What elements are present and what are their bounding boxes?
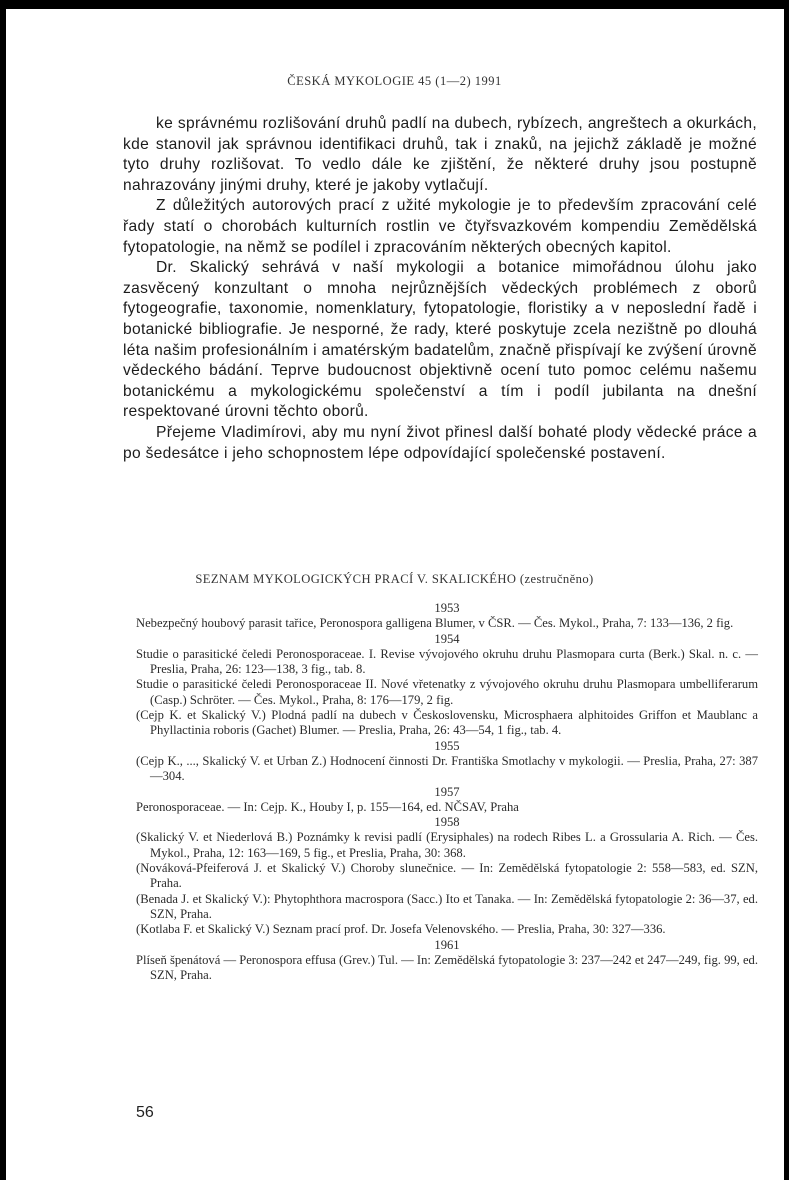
bibliography-entry: Nebezpečný houbový parasit tařice, Peronospora galligena Blumer, v ČSR. — Čes. Mykol., Praha, 7: 133—136, 2 fig. <box>136 616 734 631</box>
bibliography-title: SEZNAM MYKOLOGICKÝCH PRACÍ V. SKALICKÉHO (zestručněno) <box>195 572 594 586</box>
paragraph: ke správnému rozlišování druhů padlí na dubech, rybízech, angreštech a okurkách, kde stanovil jak správnou identifikaci druhů, tak i znaků, na jejichž základě je možné tyto druhy rozlišovat. To vedlo dále ke zjištění, že některé druhy jsou postupně nahrazovány jinými druhy, které je jakoby vytlačují. <box>123 115 757 194</box>
bibliography-entry: (Cejp K. et Skalický V.) Plodná padlí na dubech v Československu, Microsphaera alphitoides Griffon et Maublanc a Phyllactinia roboris (Gachet) Blumer. — Preslia, Praha, 26: 43—54, 1 fig., tab. 4. <box>136 708 758 738</box>
scan-border-top <box>0 0 789 9</box>
bibliography-entry: (Cejp K., ..., Skalický V. et Urban Z.) Hodnocení činnosti Dr. Františka Smotlachy v mykologii. — Preslia, Praha, 27: 387—304. <box>136 753 758 784</box>
bibliography-year: 1953 <box>434 601 460 615</box>
bibliography-entry: Peronosporaceae. — In: Cejp. K., Houby I, p. 155—164, ed. NČSAV, Praha <box>136 799 519 814</box>
bibliography-entry: (Kotlaba F. et Skalický V.) Seznam prací prof. Dr. Josefa Velenovského. — Preslia, Praha, 30: 327—336. <box>136 922 666 937</box>
bibliography-year: 1954 <box>434 631 460 646</box>
bibliography-entry: (Skalický V. et Niederlová B.) Poznámky k revisi padlí (Erysiphales) na rodech Ribes L. a Grossularia A. Rich. — Čes. Mykol., Praha, 12: 163—169, 5 fig., et Preslia, Praha, 30: 368. <box>136 830 758 860</box>
scan-border-right <box>784 0 789 1180</box>
scan-border-left <box>0 0 6 1180</box>
bibliography-year: 1957 <box>434 784 460 799</box>
paragraph: Přejeme Vladimírovi, aby mu nyní život přinesl další bohaté plody vědecké práce a po šedesátce i jeho schopnostem lépe odpovídající společenské postavení. <box>123 423 757 462</box>
bibliography-list <box>136 601 758 983</box>
running-header: ČESKÁ MYKOLOGIE 45 (1—2) 1991 <box>287 74 502 88</box>
page-number: 56 <box>136 1104 154 1121</box>
paragraph: Z důležitých autorových prací z užité mykologie je to především zpracování celé řady statí o chorobách kulturních rostlin ve čtyřsvazkovém kompendiu Zemědělská fytopatologie, na němž se podílel i zpracováním některých obecných kapitol. <box>123 197 757 256</box>
bibliography-year: 1955 <box>434 738 460 753</box>
paragraph: Dr. Skalický sehrává v naší mykologii a botanice mimořádnou úlohu jako zasvěcený konzultant o mnoha nejrůznějších vědeckých problémech z oborů fytogeografie, taxonomie, nomenklatury, fytopatologie, floristiky a v neposlední řadě i botanické bibliografie. Je nesporné, že rady, které poskytuje zcela nezištně po dlouhá léta našim profesionálním i amatérským badatelům, značně přispívají ke zvýšení úrovně vědeckého bádání. Teprve budoucnost objektivně ocení tuto pomoc celému našemu botanickému a mykologickému společenství a tím i podíl jubilanta na dnešní respektované úrovni těchto oborů. <box>123 259 757 421</box>
bibliography-entry: Studie o parasitické čeledi Peronosporaceae II. Nové vřetenatky z vývojového okruhu druhu Plasmopara umbelliferarum (Casp.) Schröter. — Čes. Mykol., Praha, 8: 176—179, 2 fig. <box>136 677 758 707</box>
bibliography-entry: (Nováková-Pfeiferová J. et Skalický V.) Choroby slunečnice. — In: Zemědělská fytopatologie 2: 558—583, ed. SZN, Praha. <box>136 861 758 891</box>
bibliography-year: 1958 <box>434 815 460 830</box>
bibliography-entry: Studie o parasitické čeledi Peronosporaceae. I. Revise vývojového okruhu druhu Plasmopara curta (Berk.) Skal. n. c. — Preslia, Praha, 26: 123—138, 3 fig., tab. 8. <box>136 646 758 677</box>
body-text <box>123 114 757 464</box>
bibliography-year: 1961 <box>434 937 460 952</box>
bibliography-entry: Plíseň špenátová — Peronospora effusa (Grev.) Tul. — In: Zemědělská fytopatologie 3: 237—242 et 247—249, fig. 99, ed. SZN, Praha. <box>136 952 758 983</box>
bibliography-entry: (Benada J. et Skalický V.): Phytophthora macrospora (Sacc.) Ito et Tanaka. — In: Zemědělská fytopatologie 2: 36—37, ed. SZN, Praha. <box>136 891 758 921</box>
